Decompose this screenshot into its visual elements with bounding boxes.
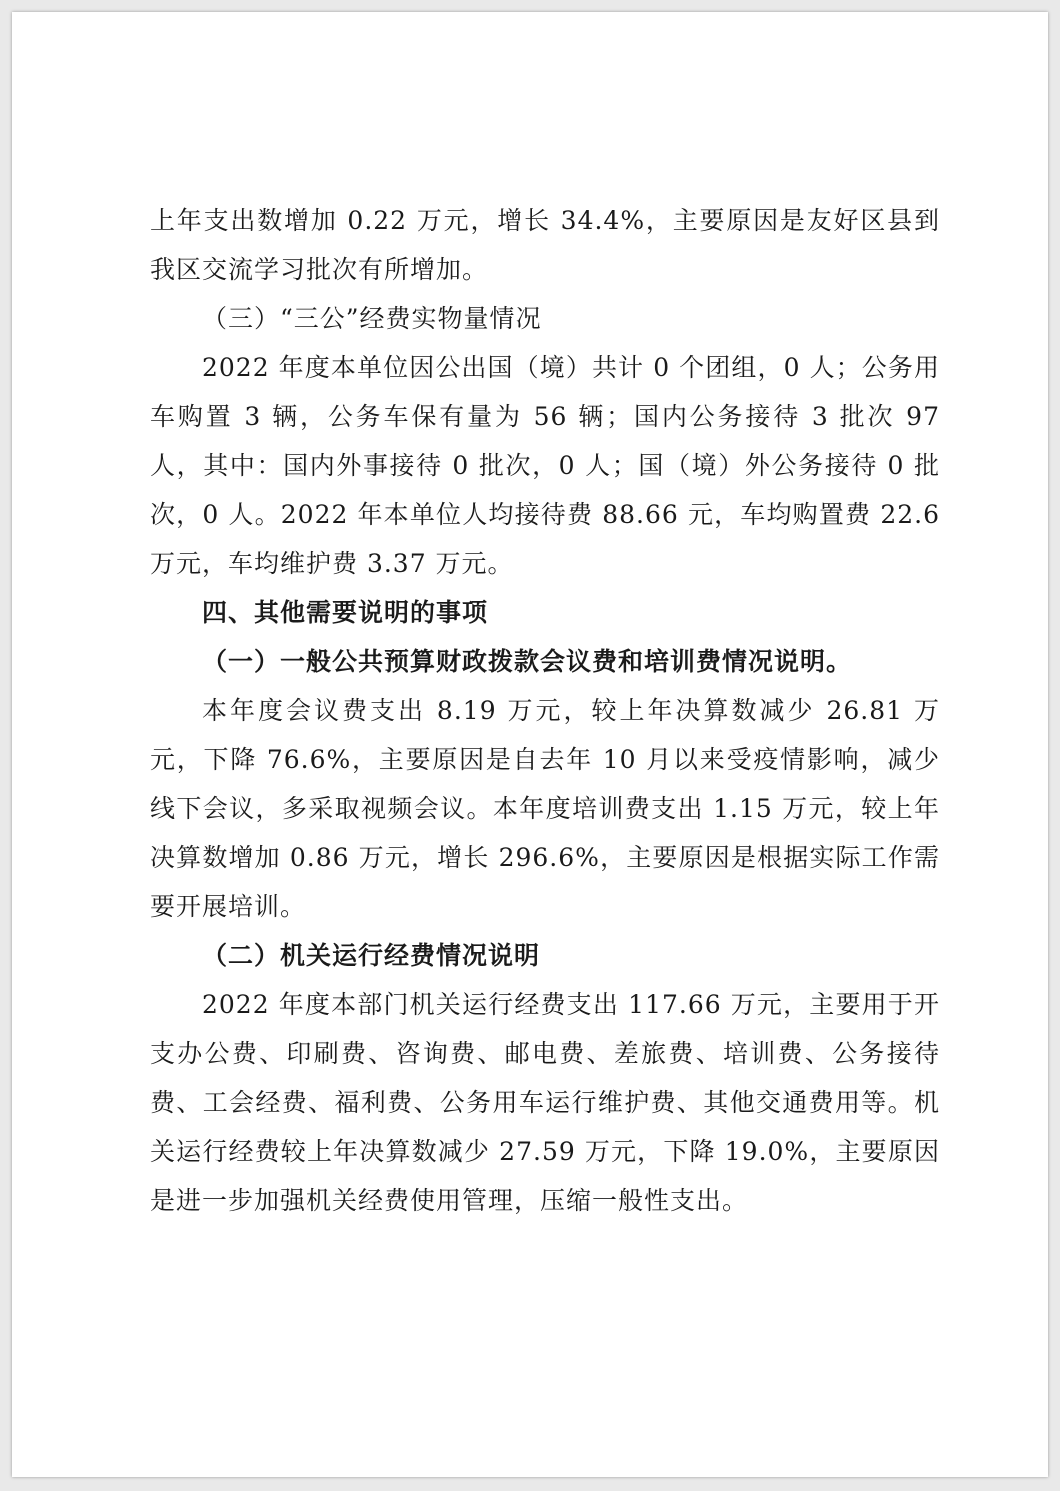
paragraph-continued: 上年支出数增加 0.22 万元，增长 34.4%，主要原因是友好区县到我区交流学习批次有所增加。 bbox=[150, 206, 940, 284]
heading-three-public-quantity: （三）“三公”经费实物量情况 bbox=[202, 304, 542, 333]
paragraph-three-public-quantity: 2022 年度本单位因公出国（境）共计 0 个团组，0 人；公务用车购置 3 辆，公务车保有量为 56 辆；国内公务接待 3 批次 97 人，其中：国内外事接待 0 批次，0 人；国（境）外公务接待 0 批次，0 人。2022 年本单位人均接待费 88.66 元，车均购置费 22.6 万元，车均维护费 3.37 万元。 bbox=[150, 353, 940, 578]
heading-operating-funds: （二）机关运行经费情况说明 bbox=[202, 941, 541, 970]
document-page bbox=[12, 12, 1048, 1477]
document-body bbox=[150, 196, 940, 1225]
heading-meeting-training: （一）一般公共预算财政拨款会议费和培训费情况说明。 bbox=[202, 647, 853, 676]
paragraph-operating-funds: 2022 年度本部门机关运行经费支出 117.66 万元，主要用于开支办公费、印刷费、咨询费、邮电费、差旅费、培训费、公务接待费、工会经费、福利费、公务用车运行维护费、其他交通费用等。机关运行经费较上年决算数减少 27.59 万元，下降 19.0%，主要原因是进一步加强机关经费使用管理，压缩一般性支出。 bbox=[150, 990, 940, 1215]
heading-section-four: 四、其他需要说明的事项 bbox=[202, 598, 489, 627]
paragraph-meeting-training: 本年度会议费支出 8.19 万元，较上年决算数减少 26.81 万元，下降 76.6%，主要原因是自去年 10 月以来受疫情影响，减少线下会议，多采取视频会议。本年度培训费支出 1.15 万元，较上年决算数增加 0.86 万元，增长 296.6%，主要原因是根据实际工作需要开展培训。 bbox=[150, 696, 940, 921]
